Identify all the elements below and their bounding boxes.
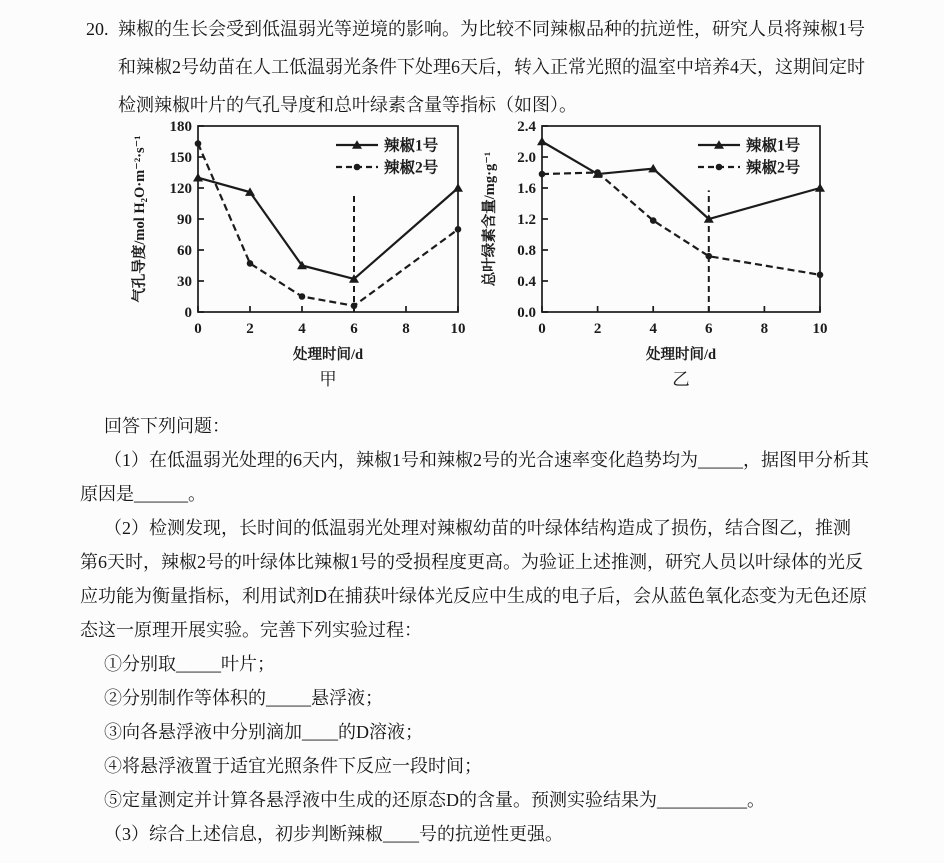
y-axis-label: 气孔导度/mol H₂O·m⁻²·s⁻¹ <box>132 135 148 303</box>
dot-marker <box>716 164 723 171</box>
dot-marker <box>539 171 546 178</box>
y-tick-label: 150 <box>169 150 192 166</box>
chart-yi-chlorophyll-content <box>478 118 838 394</box>
y-tick-label: 2.0 <box>517 150 536 166</box>
x-axis-label: 处理时间/d <box>645 347 717 363</box>
x-tick-label: 4 <box>649 321 657 337</box>
series-line <box>542 173 820 275</box>
body-line: （3）综合上述信息，初步判断辣椒____号的抗逆性更强。 <box>104 824 563 844</box>
x-tick-label: 2 <box>593 321 602 337</box>
y-tick-label: 0 <box>184 305 192 321</box>
body-line: ⑤定量测定并计算各悬浮液中生成的还原态D的含量。预测实验结果为__________。 <box>104 790 765 810</box>
x-tick-label: 10 <box>450 321 466 337</box>
y-axis-label: 总叶绿素含量/mg·g⁻¹ <box>482 151 498 287</box>
body-line: 应功能为衡量指标，利用试剂D在捕获叶绿体光反应中生成的电子后，会从蓝色氧化态变为无色还原 <box>80 586 867 606</box>
legend-label: 辣椒2号 <box>746 159 801 177</box>
body-line: 回答下列问题： <box>104 416 230 436</box>
dot-marker <box>195 140 202 147</box>
body-line: （2）检测发现，长时间的低温弱光处理对辣椒幼苗的叶绿体结构造成了损伤，结合图乙，推测 <box>104 518 851 538</box>
y-tick-label: 2.4 <box>517 119 536 135</box>
figure-label: 乙 <box>672 369 690 389</box>
x-axis-label: 处理时间/d <box>292 347 364 363</box>
y-tick-label: 0.0 <box>517 305 536 321</box>
x-tick-label: 8 <box>402 321 410 337</box>
dot-marker <box>351 303 358 310</box>
x-tick-label: 10 <box>812 321 828 337</box>
dot-marker <box>455 226 462 233</box>
legend-label: 辣椒1号 <box>746 137 801 155</box>
x-tick-label: 0 <box>538 321 546 337</box>
y-tick-label: 30 <box>177 274 192 290</box>
legend-label: 辣椒1号 <box>384 137 439 155</box>
body-line: ③向各悬浮液中分别滴加____的D溶液； <box>104 722 423 742</box>
triangle-marker <box>453 183 463 192</box>
y-tick-label: 60 <box>177 243 192 259</box>
y-tick-label: 120 <box>169 181 192 197</box>
triangle-marker <box>815 183 825 192</box>
chart-jia-stomatal-conductance <box>126 118 474 394</box>
question-stem <box>86 10 880 124</box>
figure-label: 甲 <box>319 369 337 389</box>
dot-marker <box>247 260 254 267</box>
dot-marker <box>817 272 824 279</box>
triangle-marker <box>193 173 203 182</box>
legend-label: 辣椒2号 <box>384 159 439 177</box>
y-tick-label: 180 <box>169 119 192 135</box>
dot-marker <box>706 253 713 260</box>
body-line: ④将悬浮液置于适宜光照条件下反应一段时间； <box>104 756 482 776</box>
y-tick-label: 0.8 <box>517 243 536 259</box>
x-tick-label: 8 <box>760 321 769 337</box>
x-tick-label: 6 <box>350 321 358 337</box>
body-line: ②分别制作等体积的_____悬浮液； <box>104 688 383 708</box>
body-line: 第6天时，辣椒2号的叶绿体比辣椒1号的受损程度更高。为验证上述推测，研究人员以叶绿体的光反 <box>80 552 863 572</box>
body-line: （1）在低温弱光处理的6天内，辣椒1号和辣椒2号的光合速率变化趋势均为_____，据图甲分析其 <box>104 450 869 470</box>
y-tick-label: 1.2 <box>517 212 536 228</box>
dot-marker <box>354 164 361 171</box>
dot-marker <box>594 169 601 176</box>
dot-marker <box>650 217 657 224</box>
triangle-marker <box>537 137 547 146</box>
body-line: ①分别取_____叶片； <box>104 654 275 674</box>
x-tick-label: 0 <box>194 321 202 337</box>
stem-line-1: 辣椒的生长会受到低温弱光等逆境的影响。为比较不同辣椒品种的抗逆性，研究人员将辣椒1号 <box>118 19 865 39</box>
question-body <box>80 409 880 851</box>
figure-row <box>126 118 838 394</box>
dot-marker <box>299 293 306 300</box>
body-line: 原因是______。 <box>80 484 206 504</box>
x-tick-label: 6 <box>705 321 713 337</box>
series-line <box>198 178 458 279</box>
x-tick-label: 4 <box>298 321 306 337</box>
y-tick-label: 90 <box>177 212 192 228</box>
question-number: 20. <box>86 19 109 39</box>
x-tick-label: 2 <box>246 321 254 337</box>
body-line: 态这一原理开展实验。完善下列实验过程： <box>80 620 422 640</box>
y-tick-label: 1.6 <box>517 181 536 197</box>
stem-line-3: 检测辣椒叶片的气孔导度和总叶绿素含量等指标（如图）。 <box>118 95 577 115</box>
stem-line-2: 和辣椒2号幼苗在人工低温弱光条件下处理6天后，转入正常光照的温室中培养4天，这期间定时 <box>118 57 865 77</box>
y-tick-label: 0.4 <box>517 274 536 290</box>
